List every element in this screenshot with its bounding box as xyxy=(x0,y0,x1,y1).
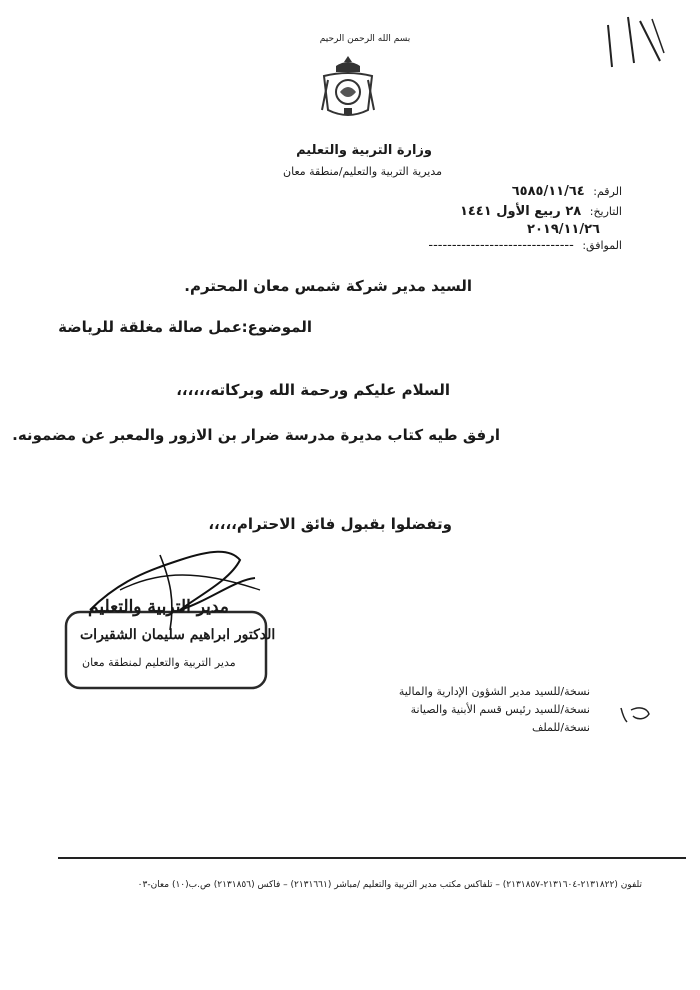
reference-hijri-date: ٢٨ ربيع الأول ١٤٤١ xyxy=(459,204,582,219)
footer-divider xyxy=(58,857,686,859)
directorate-name: مديرية التربية والتعليم/منطقة معان xyxy=(283,165,442,178)
copy-item: نسخة/للسيد مدير الشؤون الإدارية والمالية xyxy=(398,685,590,698)
corresponding-blank-line: ------------------------------- xyxy=(428,238,574,253)
copy-item: نسخة/للسيد رئيس قسم الأبنية والصيانة xyxy=(410,703,590,716)
reference-number-value: ٦٥٨٥/١١/٦٤ xyxy=(511,184,585,199)
closing: وتفضلوا بقبول فائق الاحترام،،،،، xyxy=(208,515,452,533)
reference-corresponding-row xyxy=(428,238,622,253)
handwritten-corner-marks xyxy=(600,15,670,75)
reference-number-label: الرقم: xyxy=(593,185,622,198)
reference-number-row xyxy=(512,184,622,199)
handwritten-initial xyxy=(617,702,657,724)
copies-list xyxy=(399,683,590,737)
reference-date-row xyxy=(460,204,622,219)
signatory-position: مدير التربية والتعليم لمنطقة معان xyxy=(82,656,236,669)
handwritten-signature xyxy=(60,540,300,660)
ministry-name: وزارة التربية والتعليم xyxy=(296,143,432,158)
signatory-name: الدكتور ابراهيم سليمان الشقيرات xyxy=(80,627,276,643)
reference-corresponding-label: الموافق: xyxy=(582,239,622,252)
reference-greg-date: ٢٠١٩/١١/٢٦ xyxy=(527,222,600,237)
body-paragraph: ارفق طيه كتاب مديرة مدرسة ضرار بن الازور والمعبر عن مضمونه. xyxy=(12,426,500,444)
basmala: بسم الله الرحمن الرحيم xyxy=(319,34,411,44)
subject-label: الموضوع: xyxy=(241,318,312,336)
footer-contact: تلفون (٢١٣١٨٢٢-٢١٣١٦٠٤-٢١٣١٨٥٧) – تلفاكس مكتب مدير التربية والتعليم /مباشر (٢١٣١٦٦١) – فاكس (٢١٣١٨٥٦) ص.ب(١٠) معان-٠٣ xyxy=(137,880,642,890)
addressee: السيد مدير شركة شمس معان المحترم. xyxy=(184,277,472,295)
reference-date-label: التاريخ: xyxy=(589,205,622,218)
greeting: السلام عليكم ورحمة الله وبركاته،،،،،، xyxy=(176,381,450,399)
copy-item: نسخة/للملف xyxy=(532,721,590,734)
stamp-title: مدير التربية والتعليم xyxy=(88,597,229,617)
subject-value: عمل صالة مغلقة للرياضة xyxy=(58,318,242,336)
coat-of-arms-emblem xyxy=(318,52,378,122)
